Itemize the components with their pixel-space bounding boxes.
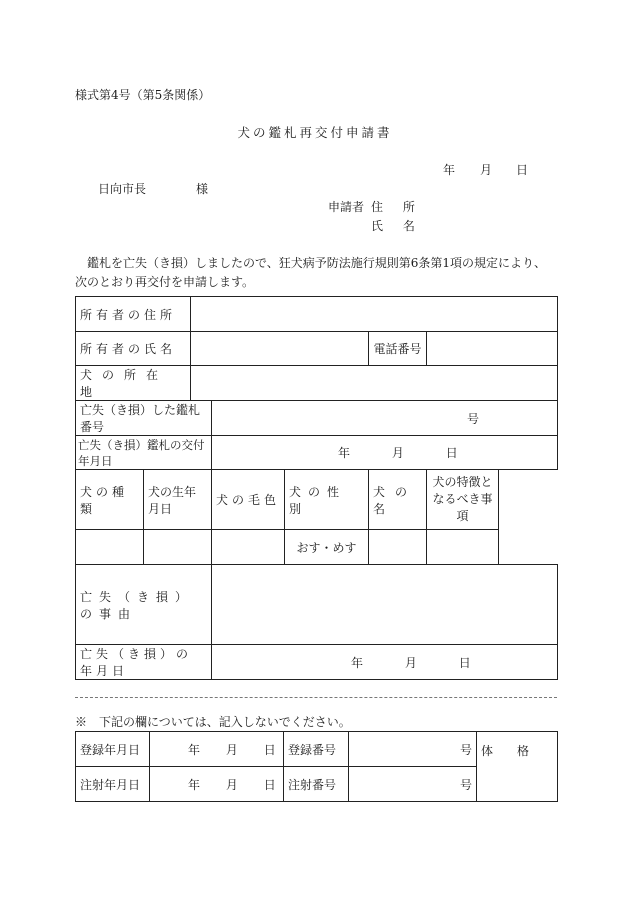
col-color-header: 犬の毛色 [212,470,285,530]
col-features-header: 犬の特徴となるべき事項 [427,470,499,530]
applicant-name-label: 氏 名 [371,219,423,233]
office-use-table [75,731,558,802]
reason-label: 亡失（き損）の事由 [76,565,212,645]
col-name-header: 犬の名 [369,470,427,530]
office-use-note: ※ 下記の欄については、記入しないでください。 [75,715,351,729]
reg-number-field[interactable] [349,732,477,767]
phone-label: 電話番号 [369,332,427,366]
applicant-label: 申請者 [328,200,365,214]
loss-year-label: 年 [351,655,364,670]
inj-year-label: 年 [188,777,201,792]
features-field[interactable] [427,530,499,565]
col-sex-header: 犬の性別 [285,470,369,530]
reg-date-label: 登録年月日 [76,732,150,767]
col-birth-header: 犬の生年月日 [144,470,212,530]
date-day-label: 日 [516,163,529,177]
body-type-label: 体 格 [481,744,530,758]
sex-field[interactable]: おす・めす [285,530,369,565]
owner-address-field[interactable] [191,297,558,332]
reg-number-suffix: 号 [459,742,472,757]
inj-date-field[interactable] [150,767,284,802]
reg-number-label: 登録番号 [284,732,349,767]
addressee-honorific: 様 [196,182,209,196]
applicant-address-label: 住 所 [371,200,423,214]
dog-location-field[interactable] [191,366,558,401]
loss-date-label: 亡失（き損）の年月日 [76,645,212,680]
cut-line-divider [75,697,557,698]
intro-paragraph: 鑑札を亡失（き損）しましたので、狂犬病予防法施行規則第6条第1項の規定により、次のとおり再交付を申請します。 [75,256,547,289]
breed-field[interactable] [76,530,144,565]
issue-day-label: 日 [445,446,458,460]
inj-number-suffix: 号 [459,777,472,792]
inj-month-label: 月 [225,777,238,792]
lost-tag-number-suffix: 号 [467,411,480,426]
lost-tag-issue-date-label: 亡失（き損）鑑札の交付年月日 [76,436,212,470]
inj-date-label: 注射年月日 [76,767,150,802]
document-title: 犬の鑑札再交付申請書 [237,125,393,140]
lost-tag-number-label: 亡失（き損）した鑑札番号 [76,401,212,436]
date-month-label: 月 [480,163,493,177]
dog-location-label: 犬の所在地 [76,366,191,401]
date-year-label: 年 [443,163,456,177]
reg-year-label: 年 [188,742,201,757]
inj-number-field[interactable] [349,767,477,802]
owner-name-field[interactable] [191,332,369,366]
issue-month-label: 月 [391,446,404,460]
lost-tag-issue-date-field[interactable] [212,436,558,470]
name-field[interactable] [369,530,427,565]
application-table [75,296,558,680]
loss-date-field[interactable] [212,645,558,680]
color-field[interactable] [212,530,285,565]
reg-month-label: 月 [225,742,238,757]
phone-field[interactable] [427,332,558,366]
birth-field[interactable] [144,530,212,565]
body-type-field[interactable] [477,732,558,802]
loss-day-label: 日 [458,655,471,670]
lost-tag-number-field[interactable] [212,401,558,436]
owner-name-label: 所有者の氏名 [76,332,191,366]
col-breed-header: 犬の種類 [76,470,144,530]
inj-day-label: 日 [263,777,276,792]
inj-number-label: 注射番号 [284,767,349,802]
reg-day-label: 日 [263,742,276,757]
owner-address-label: 所有者の住所 [76,297,191,332]
addressee: 日向市長 [98,182,147,196]
reason-field[interactable] [212,565,558,645]
issue-year-label: 年 [338,446,351,460]
reg-date-field[interactable] [150,732,284,767]
form-number: 様式第4号（第5条関係） [75,88,211,102]
loss-month-label: 月 [404,655,417,670]
